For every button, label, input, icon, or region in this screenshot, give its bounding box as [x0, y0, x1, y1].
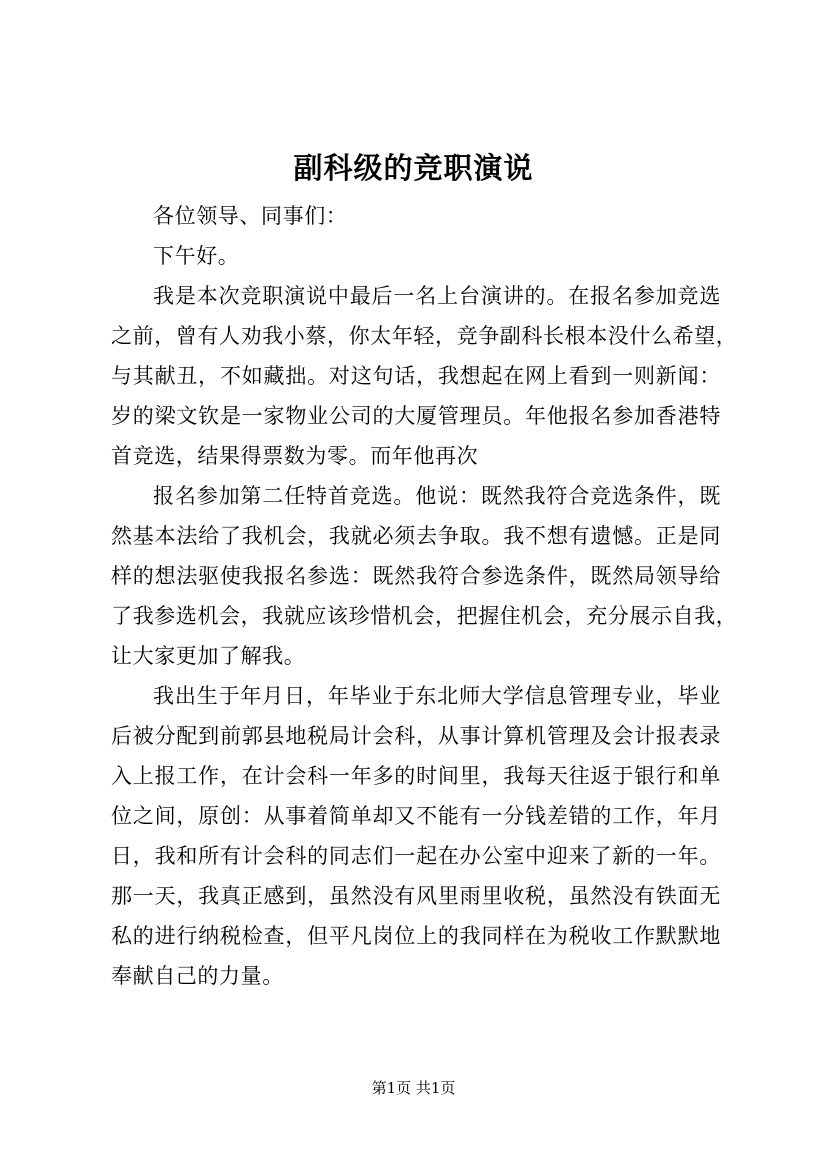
body-line: 了我参选机会，我就应该珍惜机会，把握住机会，充分展示自我， [111, 604, 738, 628]
body-line: 日，我和所有计会科的同志们一起在办公室中迎来了新的一年。 [111, 844, 721, 868]
body-line: 与其献丑，不如藏拙。对这句话，我想起在网上看到一则新闻： [111, 364, 721, 388]
page-footer: 第1页 共1页 [371, 1079, 456, 1097]
body-line: 奉献自己的力量。 [111, 964, 284, 988]
body-line: 后被分配到前郭县地税局计会科，从事计算机管理及会计报表录 [111, 724, 721, 748]
body-line: 我出生于年月日，年毕业于东北师大学信息管理专业，毕业 [153, 684, 721, 708]
body-line: 私的进行纳税检查，但平凡岗位上的我同样在为税收工作默默地 [111, 924, 721, 948]
document-title: 副科级的竞职演说 [293, 151, 534, 185]
body-line: 那一天，我真正感到，虽然没有风里雨里收税，虽然没有铁面无 [111, 884, 721, 908]
body-line: 下午好。 [153, 244, 240, 268]
body-line: 岁的梁文钦是一家物业公司的大厦管理员。年他报名参加香港特 [111, 404, 721, 428]
body-line: 报名参加第二任特首竞选。他说：既然我符合竞选条件，既 [153, 484, 721, 508]
body-line: 样的想法驱使我报名参选：既然我符合参选条件，既然局领导给 [111, 564, 721, 588]
body-line: 让大家更加了解我。 [111, 644, 306, 668]
body-line: 位之间，原创：从事着简单却又不能有一分钱差错的工作，年月 [111, 804, 721, 828]
body-line: 入上报工作，在计会科一年多的时间里，我每天往返于银行和单 [111, 764, 721, 788]
body-line: 我是本次竞职演说中最后一名上台演讲的。在报名参加竞选 [153, 284, 721, 308]
document-body [111, 196, 738, 996]
body-line: 各位领导、同事们： [153, 204, 348, 228]
body-line: 之前，曾有人劝我小蔡，你太年轻，竞争副科长根本没什么希望， [111, 324, 738, 348]
body-line: 然基本法给了我机会，我就必须去争取。我不想有遗憾。正是同 [111, 524, 721, 548]
body-line: 首竞选，结果得票数为零。而年他再次 [111, 444, 479, 468]
